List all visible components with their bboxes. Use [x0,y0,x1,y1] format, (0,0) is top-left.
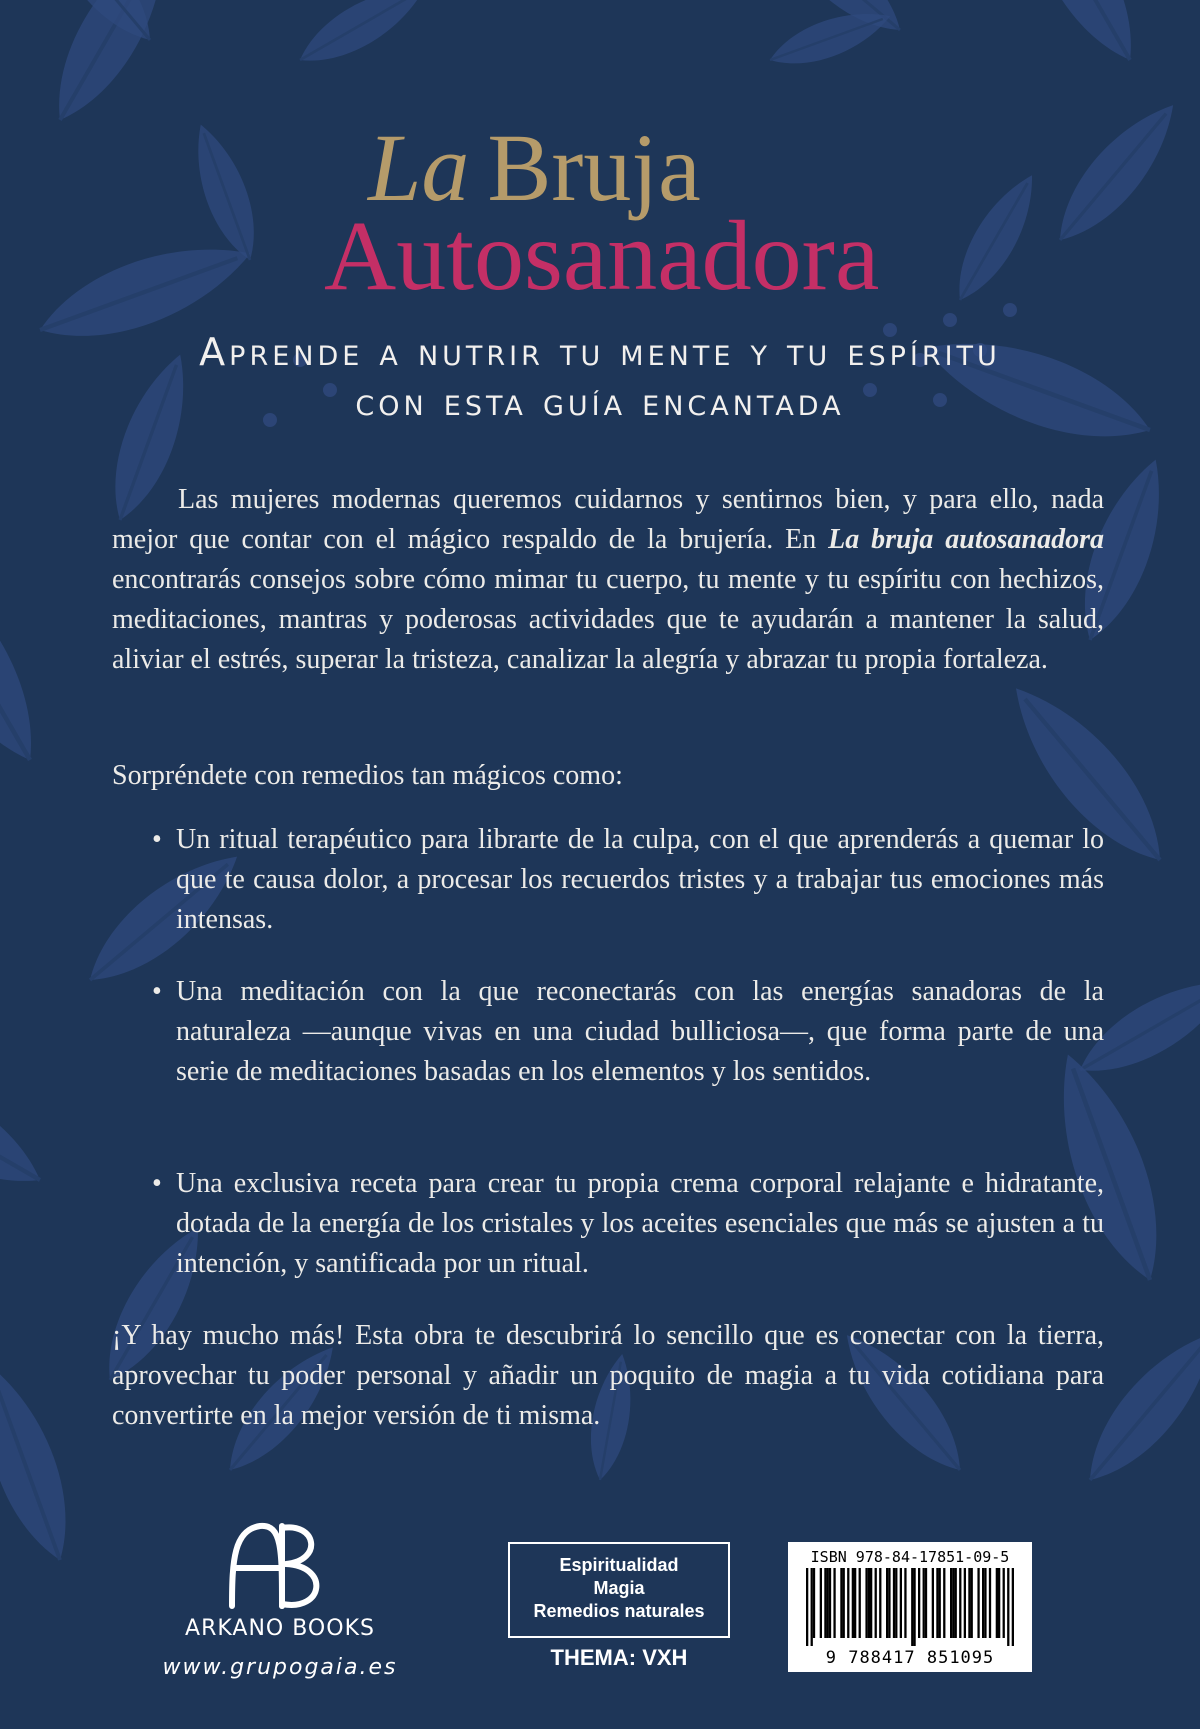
barcode-bar [955,1568,957,1638]
bullet-dot-icon: • [152,824,162,855]
barcode-bar [859,1568,861,1638]
isbn-barcode [788,1542,1032,1672]
title-la: La [368,114,470,221]
barcode-bar [820,1568,822,1638]
barcode-bar [852,1568,854,1638]
intro-text-start: Las mujeres modernas queremos cuidarnos y sentirnos bien, y para ello, nada mejor que contar con el mágico respaldo de la brujería. En [112,484,1104,555]
barcode-bar [865,1568,867,1638]
barcode-bar [939,1568,941,1638]
barcode-bar [875,1568,877,1638]
dot-shape [943,313,957,327]
barcode-bar [1007,1568,1009,1646]
genre-box [508,1542,730,1638]
bullet-text: Una meditación con la que reconectarás con las energías sanadoras de la naturaleza —aunque vivas en una ciudad bulliciosa—, que forma parte de una serie de meditaciones basadas en los elementos y los sentidos. [176,976,1104,1087]
barcode-bars [806,1568,1014,1646]
barcode-bar [904,1568,906,1638]
barcode-bar [968,1568,970,1638]
barcode-bar [923,1568,925,1638]
isbn-label: ISBN 978-84-17851-09-5 [810,1548,1010,1566]
publisher-logo [150,1520,410,1680]
ean-digits: 9 788417 851095 [825,1648,995,1668]
bullet-item [152,972,1104,1092]
subtitle-line-1: Aprende a nutrir tu mente y tu espíritu [199,330,1001,374]
barcode-bar [824,1568,826,1638]
bullet-item [152,820,1104,940]
dot-shape [1003,303,1017,317]
barcode-bar [888,1568,890,1638]
title-autosanadora: Autosanadora [324,200,880,311]
leaf-shape [0,1355,87,1570]
barcode-bar [989,1568,991,1638]
barcode-bar [813,1568,815,1638]
barcode-bar [829,1568,831,1638]
barcode-bar [982,1568,984,1638]
bullet-item [152,1164,1104,1284]
barcode-bar [998,1568,1000,1638]
barcode-bar [893,1568,895,1638]
bullet-dot-icon: • [152,976,162,1007]
barcode-bar [847,1568,849,1638]
barcode-bar [1003,1568,1005,1638]
barcode-bar [996,1568,998,1638]
barcode-bar [895,1568,897,1638]
barcode-bar [827,1568,829,1638]
barcode-bar [971,1568,973,1638]
barcode-bar [925,1568,927,1638]
barcode-bar [886,1568,888,1638]
publisher-url[interactable]: www.grupogaia.es [162,1655,398,1680]
barcode-bar [952,1568,954,1638]
bullet-text: Un ritual terapéutico para librarte de la culpa, con el que aprenderás a quemar lo que te causa dolor, a procesar los recuerdos tristes y a trabajar tus emociones más intensas. [176,824,1104,935]
subtitle-line-2: con esta guía encantada [355,380,845,424]
leaf-shape [0,535,59,777]
barcode-bar [843,1568,845,1638]
barcode-bar [840,1568,842,1638]
publisher-name: ARKANO BOOKS [185,1616,375,1641]
barcode-bar [913,1568,915,1646]
leaf-shape [1001,0,1156,75]
book-title-inline: La bruja autosanadora [828,524,1104,555]
leaf-vein [1060,114,1166,240]
barcode-bar [833,1568,835,1638]
barcode-bar [868,1568,870,1638]
barcode-bar [950,1568,952,1638]
barcode-bar [977,1568,979,1638]
barcode-bar [943,1568,945,1638]
closing-paragraph: ¡Y hay mucho más! Esta obra te descubrirá lo sencillo que es conectar con la tierra, aprovechar tu poder personal y añadir un poquito de magia a tu vida cotidiana para convertirte en la mejor versión de ti misma. [112,1320,1104,1431]
barcode-bar [1012,1568,1014,1646]
barcode-bar [900,1568,902,1638]
leaf-shape [290,0,435,78]
leaf-shape [0,1041,56,1208]
genre-item: Magia [593,1578,645,1598]
barcode-bar [811,1568,813,1646]
intro-text-end: encontrarás consejos sobre cómo mimar tu cuerpo, tu mente y tu espíritu con hechizos, meditaciones, mantras y poderosas actividades que te ayudarán a mantener la salud, aliviar el estrés, superar la tristeza, canalizar la alegría y abrazar tu propia fortaleza. [112,564,1104,675]
thema-code: THEMA: VXH [550,1645,688,1670]
barcode-bar [918,1568,920,1638]
title-bruja: Bruja [487,114,701,221]
barcode-bar [879,1568,881,1638]
barcode-bar [911,1568,913,1646]
bullet-dot-icon: • [152,1168,162,1199]
leaf-vein [960,183,1028,300]
barcode-bar [936,1568,938,1638]
barcode-bar [806,1568,808,1646]
remedies-lead-in: Sorpréndete con remedios tan mágicos como: [112,760,623,791]
barcode-bar [959,1568,961,1638]
barcode-bar [964,1568,966,1638]
barcode-bar [870,1568,872,1638]
bullet-text: Una exclusiva receta para crear tu propia crema corporal relajante e hidratante, dotada de la energía de los cristales y los aceites esenciales que más se ajusten a tu intención, y santificada por un ritual. [176,1168,1104,1279]
barcode-bar [932,1568,934,1638]
barcode-bar [854,1568,856,1638]
intro-paragraph [112,480,1104,680]
genre-item: Remedios naturales [533,1601,705,1621]
arkano-books-logo-icon [220,1520,340,1610]
barcode-bar [984,1568,986,1638]
genre-item: Espiritualidad [559,1555,679,1575]
